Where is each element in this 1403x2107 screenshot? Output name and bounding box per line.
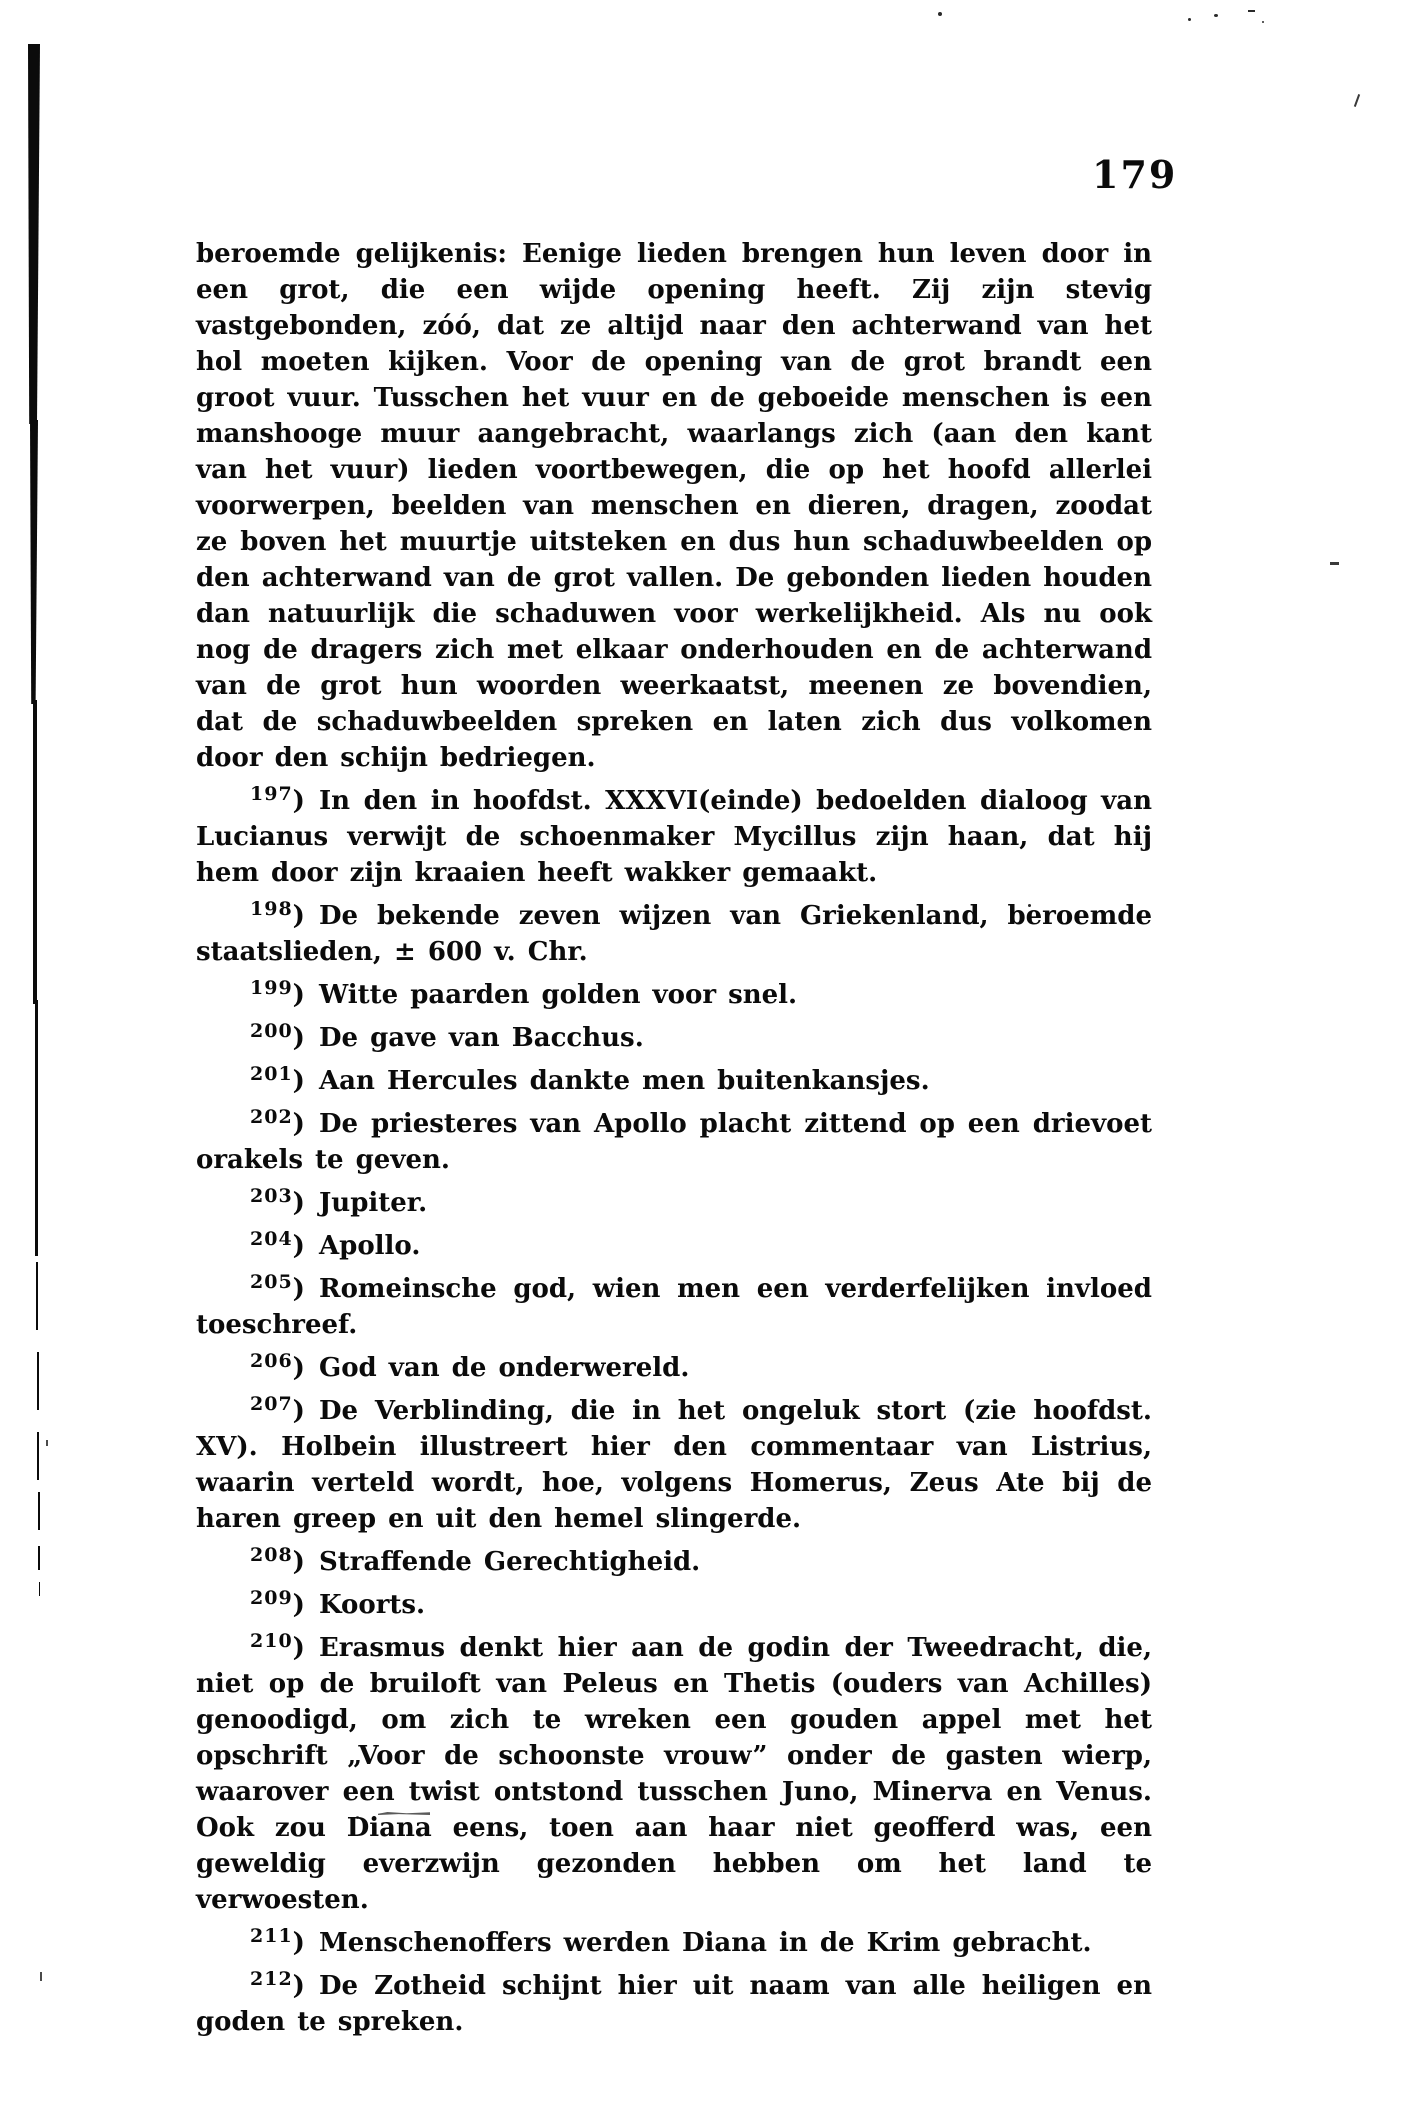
scan-streak-artifact — [38, 1546, 40, 1570]
footnote-number: 209 — [250, 1587, 293, 1609]
footnote-text: Straffende Gerechtigheid. — [318, 1547, 701, 1577]
scan-streak-artifact — [39, 1582, 40, 1596]
footnote-text: Witte paarden golden voor snel. — [318, 980, 798, 1010]
scan-streak-artifact — [38, 1492, 40, 1530]
footnote-199 — [196, 970, 1152, 1013]
scan-streak-artifact — [36, 1262, 38, 1330]
footnote-number: 212 — [250, 1968, 293, 1990]
scan-streak-artifact — [37, 1432, 39, 1480]
footnote-number: 210 — [250, 1630, 293, 1652]
footnote-paren: ) — [292, 1396, 305, 1426]
footnote-200 — [196, 1013, 1152, 1056]
footnote-text: Aan Hercules dankte men buitenkansjes. — [318, 1066, 930, 1096]
footnote-212 — [196, 1961, 1152, 2040]
footnote-paren: ) — [292, 1274, 305, 1304]
footnote-207 — [196, 1386, 1152, 1537]
ink-speck — [46, 1440, 48, 1446]
footnote-text: De gave van Bacchus. — [318, 1023, 644, 1053]
footnote-paren: ) — [292, 1066, 305, 1096]
footnote-number: 207 — [250, 1393, 293, 1415]
ink-speck — [1214, 14, 1218, 17]
footnote-number: 206 — [250, 1350, 293, 1372]
footnote-211 — [196, 1918, 1152, 1961]
footnote-paren: ) — [292, 1353, 305, 1383]
ink-speck — [1330, 562, 1339, 565]
scan-streak-artifact — [37, 1352, 39, 1410]
body-paragraph: beroemde gelijkenis: Eenige lieden brengen hun leven door in een grot, die een wijde opening heeft. Zij zijn stevig vastgebonden, zóó, dat ze altijd naar den achterwand van het hol moeten kijken. Voor de opening van de grot brandt een groot vuur. Tusschen het vuur en de geboeide menschen is een manshooge muur aangebracht, waarlangs zich (aan den kant van het vuur) lieden voortbewegen, die op het hoofd allerlei voorwerpen, beelden van menschen en dieren, dragen, zoodat ze boven het muurtje uitsteken en dus hun schaduwbeelden op den achterwand van de grot vallen. De gebonden lieden houden dan natuurlijk die schaduwen voor werkelijkheid. Als nu ook nog de dragers zich met elkaar onderhouden en de achterwand van de grot hun woorden weerkaatst, meenen ze bovendien, dat de schaduwbeelden spreken en laten zich dus volkomen door den schijn bedriegen. — [196, 239, 1152, 773]
footnote-paren: ) — [292, 1231, 305, 1261]
footnote-205 — [196, 1264, 1152, 1343]
footnote-text: Koorts. — [318, 1590, 426, 1620]
footnote-204 — [196, 1221, 1152, 1264]
footnote-text: Apollo. — [318, 1231, 421, 1261]
footnote-number: 202 — [250, 1106, 293, 1128]
scan-streak-artifact — [35, 1000, 38, 1256]
scan-streak-artifact — [33, 700, 37, 1004]
text-block — [196, 236, 1152, 2040]
footnote-number: 203 — [250, 1185, 293, 1207]
page-number: 179 — [1092, 152, 1178, 197]
footnote-text: Erasmus denkt hier aan de godin der Tweedracht, die, niet op de bruiloft van Peleus en Thetis (ouders van Achilles) genoodigd, om zich te wreken een gouden appel met het opschrift „Voor de schoonste vrouw” onder de gasten wierp, waarover een twist ontstond tusschen Juno, Minerva en Venus. Ook zou Diana eens, toen aan haar niet geofferd was, een geweldig everzwijn gezonden hebben om het land te verwoesten. — [196, 1633, 1152, 1915]
footnote-number: 208 — [250, 1544, 293, 1566]
footnote-text: God van de onderwereld. — [318, 1353, 690, 1383]
footnote-paren: ) — [292, 1547, 305, 1577]
ink-speck — [1262, 21, 1264, 23]
footnote-number: 198 — [250, 898, 293, 920]
footnote-paren: ) — [292, 901, 305, 931]
footnote-number: 197 — [250, 783, 293, 805]
footnote-number: 200 — [250, 1020, 293, 1042]
footnote-paren: ) — [292, 1971, 305, 2001]
ink-speck — [40, 1972, 42, 1981]
footnote-number: 199 — [250, 977, 293, 999]
footnote-text: De Zotheid schijnt hier uit naam van alle heiligen en goden te spreken. — [196, 1971, 1152, 2037]
footnote-text: De Verblinding, die in het ongeluk stort (zie hoofdst. XV). Holbein illustreert hier den commentaar van Listrius, waarin verteld wordt, hoe, volgens Homerus, Zeus Ate bij de haren greep en uit den hemel slingerde. — [196, 1396, 1152, 1534]
footnote-text: Jupiter. — [318, 1188, 428, 1218]
footnote-206 — [196, 1343, 1152, 1386]
footnote-number: 211 — [250, 1925, 293, 1947]
footnote-202 — [196, 1099, 1152, 1178]
footnote-198 — [196, 891, 1152, 970]
scan-streak-artifact — [28, 44, 40, 424]
ink-speck — [1188, 18, 1191, 21]
footnote-text: Romeinsche god, wien men een verderfelijken invloed toeschreef. — [196, 1274, 1152, 1340]
footnote-197 — [196, 776, 1152, 891]
footnote-number: 201 — [250, 1063, 293, 1085]
footnote-paren: ) — [292, 1633, 305, 1663]
footnote-text: In den in hoofdst. XXXVI(einde) bedoelden dialoog van Lucianus verwijt de schoenmaker Mycillus zijn haan, dat hij hem door zijn kraaien heeft wakker gemaakt. — [196, 786, 1152, 888]
footnote-paren: ) — [292, 980, 305, 1010]
footnote-paren: ) — [292, 1590, 305, 1620]
footnote-208 — [196, 1537, 1152, 1580]
footnote-210 — [196, 1623, 1152, 1918]
footnote-paren: ) — [292, 1928, 305, 1958]
footnote-paren: ) — [292, 1109, 305, 1139]
footnote-201 — [196, 1056, 1152, 1099]
ink-speck — [1248, 10, 1255, 12]
footnote-paren: ) — [292, 786, 305, 816]
footnote-paren: ) — [292, 1023, 305, 1053]
footnote-text: De bekende zeven wijzen van Griekenland, beroemde staatslieden, ± 600 v. Chr. — [196, 901, 1152, 967]
footnote-209 — [196, 1580, 1152, 1623]
footnote-number: 204 — [250, 1228, 293, 1250]
ink-speck — [938, 12, 942, 16]
ink-speck — [1354, 94, 1360, 107]
footnote-paren: ) — [292, 1188, 305, 1218]
footnote-number: 205 — [250, 1271, 293, 1293]
footnote-text: Menschenoffers werden Diana in de Krim gebracht. — [318, 1928, 1092, 1958]
footnote-text: De priesteres van Apollo placht zittend op een drievoet orakels te geven. — [196, 1109, 1152, 1175]
footnote-203 — [196, 1178, 1152, 1221]
scan-streak-artifact — [30, 420, 38, 704]
